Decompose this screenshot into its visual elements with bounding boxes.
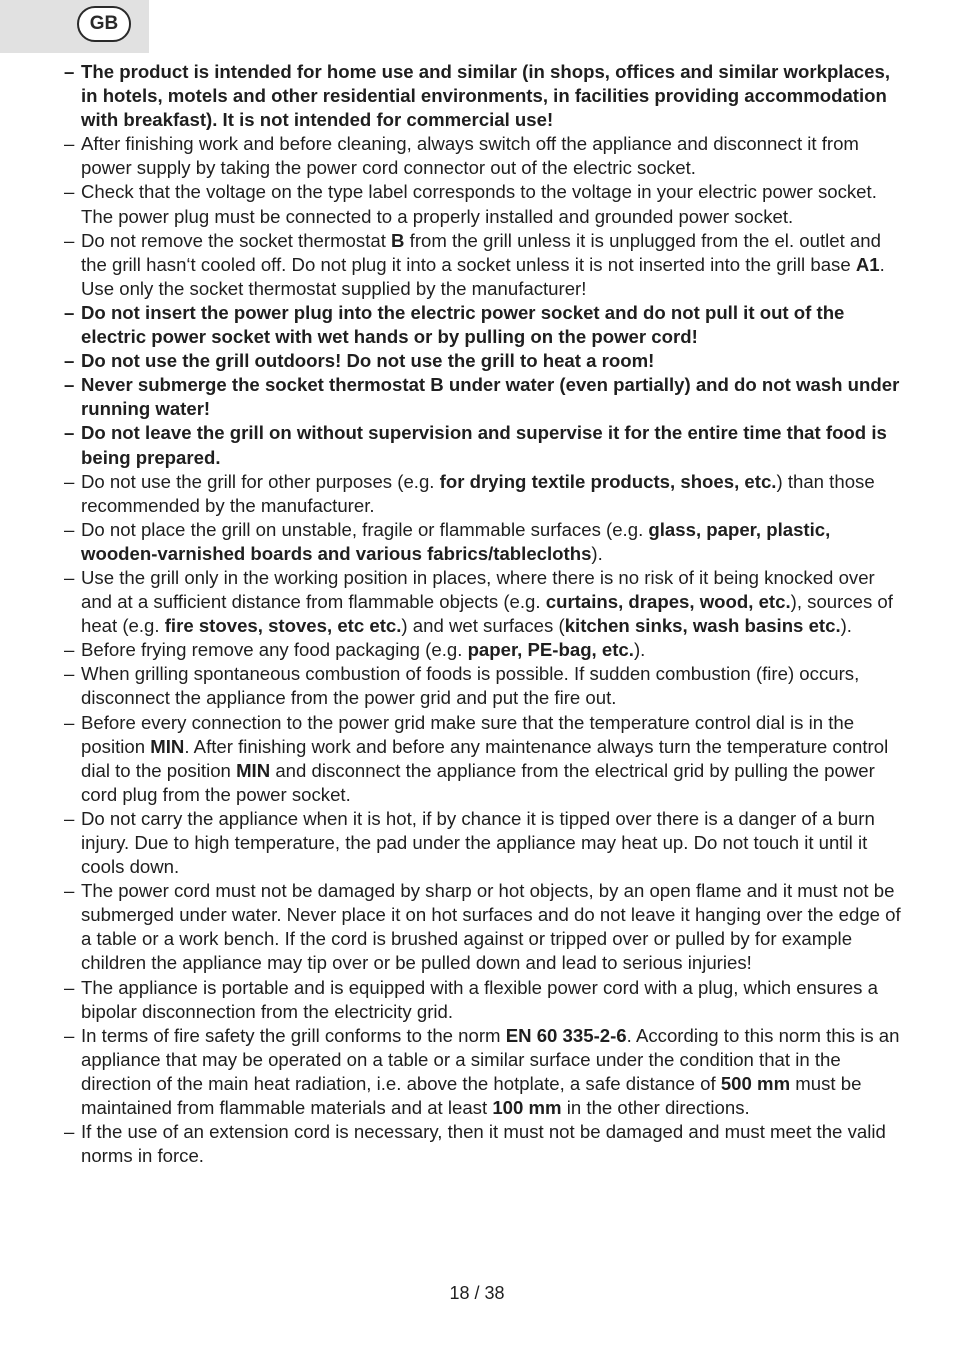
text-run: In terms of fire safety the grill conforms to the norm <box>81 1024 506 1046</box>
emphasized-text: A1 <box>855 253 880 275</box>
list-item <box>64 976 906 1024</box>
emphasized-text: for drying textile products, shoes, etc. <box>439 470 777 492</box>
emphasized-text: 500 mm <box>720 1072 791 1094</box>
list-item <box>64 180 906 228</box>
list-item <box>64 60 906 132</box>
text-run: Never submerge the socket thermostat B under water (even partially) and do not wash under running water! <box>81 374 900 420</box>
text-run: If the use of an extension cord is necessary, then it must not be damaged and must meet the valid norms in force. <box>81 1121 886 1167</box>
emphasized-text: B <box>391 229 405 251</box>
page-number: 18 / 38 <box>449 1283 505 1303</box>
text-run: Do not place the grill on unstable, fragile or flammable surfaces (e.g. <box>81 518 649 540</box>
list-item <box>64 470 906 518</box>
text-run: . Use only the socket thermostat supplied by the manufacturer! <box>81 253 885 299</box>
text-run: Do not remove the socket thermostat <box>81 229 392 251</box>
safety-instructions-list <box>64 60 906 1168</box>
list-item <box>64 566 906 638</box>
list-item <box>64 662 906 710</box>
list-item <box>64 301 906 349</box>
text-run: and disconnect the appliance from the electrical grid by pulling the power cord plug from the power socket. <box>81 759 875 805</box>
list-item <box>64 373 906 421</box>
list-item <box>64 132 906 180</box>
text-run: The appliance is portable and is equipped with a flexible power cord with a plug, which ensures a bipolar disconnection from the electricity grid. <box>81 976 878 1022</box>
text-run: . According to this norm this is an appliance that may be operated on a table or a similar surface under the condition that in the direction of the main heat radiation, i.e. above the hotplate, a safe distance of <box>81 1024 900 1094</box>
list-item <box>64 1024 906 1120</box>
emphasized-text: fire stoves, stoves, etc etc. <box>164 615 402 637</box>
emphasized-text: MIN <box>236 759 271 781</box>
text-run: Check that the voltage on the type label corresponds to the voltage in your electric power socket. The power plug must be connected to a properly installed and grounded power socket. <box>81 181 877 227</box>
text-run: ) than those recommended by the manufacturer. <box>81 470 875 516</box>
list-item <box>64 807 906 879</box>
text-run: ), sources of heat (e.g. <box>81 591 893 637</box>
text-run: Do not use the grill for other purposes (e.g. <box>81 470 440 492</box>
text-run: The power cord must not be damaged by sharp or hot objects, by an open flame and it must not be submerged under water. Never place it on hot surfaces and do not leave it hanging over the edge of a table or a work bench. If the cord is brushed against or tripped over or pulled by for example children the appliance may tip over or be pulled down and lead to serious injuries! <box>81 880 901 974</box>
text-run: in the other directions. <box>561 1097 750 1119</box>
list-item <box>64 229 906 301</box>
language-badge: GB <box>77 6 131 42</box>
emphasized-text: curtains, drapes, wood, etc. <box>545 591 791 613</box>
text-run: The product is intended for home use and similar (in shops, offices and similar workplaces, in hotels, motels and other residential environments, in facilities providing accommodation with breakfast). It is not intended for commercial use! <box>81 61 891 131</box>
text-run: ). <box>591 542 603 564</box>
text-run: When grilling spontaneous combustion of foods is possible. If sudden combustion (fire) occurs, disconnect the appliance from the power grid and put the fire out. <box>81 663 860 709</box>
text-run: from the grill unless it is unplugged from the el. outlet and the grill hasn‘t cooled off. Do not plug it into a socket unless it is not inserted into the grill base <box>81 229 881 275</box>
text-run: ) and wet surfaces ( <box>401 615 565 637</box>
text-run: Do not insert the power plug into the electric power socket and do not pull it out of the electric power socket with wet hands or by pulling on the power cord! <box>81 301 845 348</box>
list-item <box>64 518 906 566</box>
emphasized-text: EN 60 335-2-6 <box>505 1024 627 1046</box>
list-item <box>64 1120 906 1168</box>
list-item <box>64 638 906 662</box>
list-item <box>64 421 906 469</box>
list-item <box>64 711 906 807</box>
list-item <box>64 349 906 373</box>
text-run: ). <box>633 639 646 661</box>
language-tab <box>0 0 149 53</box>
text-run: After finishing work and before cleaning, always switch off the appliance and disconnect it from power supply by taking the power cord connector out of the electric socket. <box>81 133 859 179</box>
list-item <box>64 879 906 975</box>
emphasized-text: kitchen sinks, wash basins etc. <box>564 615 841 637</box>
emphasized-text: MIN <box>150 735 185 757</box>
text-run: Do not leave the grill on without supervision and supervise it for the entire time that food is being prepared. <box>81 422 887 468</box>
text-run: Use the grill only in the working position in places, where there is no risk of it being knocked over and at a sufficient distance from flammable objects (e.g. <box>81 566 875 613</box>
text-run: ). <box>840 615 852 637</box>
text-run: Do not use the grill outdoors! Do not use the grill to heat a room! <box>81 350 655 372</box>
emphasized-text: 100 mm <box>492 1097 562 1119</box>
text-run: must be maintained from flammable materials and at least <box>81 1072 862 1119</box>
emphasized-text: glass, paper, plastic, wooden-varnished boards and various fabrics/tablecloths <box>81 518 831 564</box>
text-run: Before frying remove any food packaging (e.g. <box>81 639 468 661</box>
text-run: Before every connection to the power grid make sure that the temperature control dial is in the position <box>81 711 855 757</box>
emphasized-text: paper, PE-bag, etc. <box>467 639 634 661</box>
text-run: . After finishing work and before any maintenance always turn the temperature control dial to the position <box>81 735 889 781</box>
text-run: Do not carry the appliance when it is hot, if by chance it is tipped over there is a danger of a burn injury. Due to high temperature, the pad under the appliance may heat up. Do not touch it until it cools down. <box>81 807 875 878</box>
